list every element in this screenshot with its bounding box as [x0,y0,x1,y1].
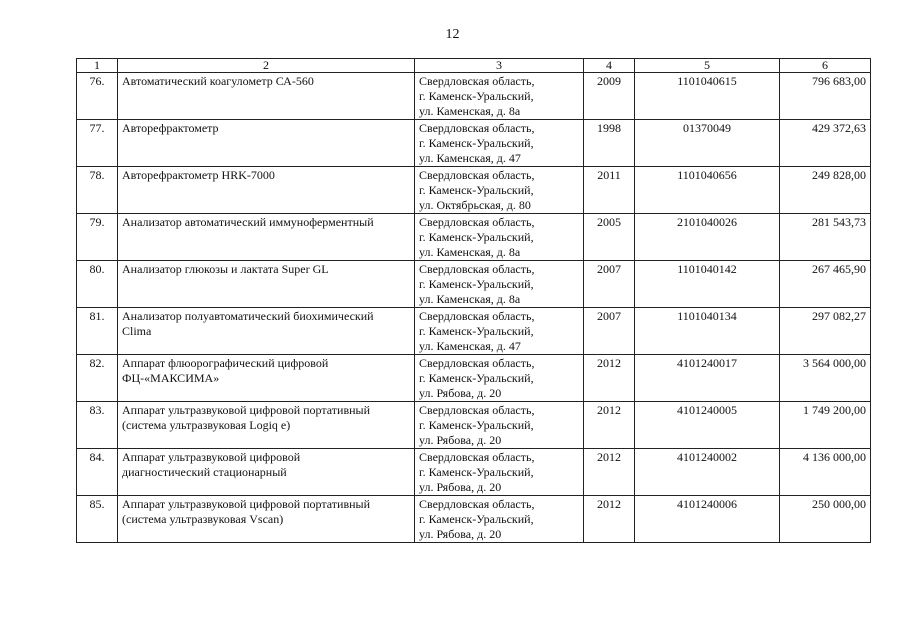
header-row [77,59,871,73]
cost-cell: 249 828,00 [780,167,871,214]
row-number-cell: 76. [77,73,118,120]
inventory-number-cell: 1101040615 [635,73,780,120]
address-cell [415,167,584,214]
equipment-name-line: диагностический стационарный [122,465,287,479]
address-line: ул. Октябрьская, д. 80 [419,198,531,212]
row-number-cell: 78. [77,167,118,214]
inventory-number-cell: 2101040026 [635,214,780,261]
address-line: г. Каменск-Уральский, [419,418,534,432]
year-cell: 2012 [584,449,635,496]
equipment-name-cell [118,214,415,261]
table-row [77,496,871,543]
year-cell: 2005 [584,214,635,261]
address-cell [415,308,584,355]
equipment-name-line: Авторефрактометр [122,121,219,135]
equipment-name-line: Аппарат ультразвуковой цифровой портативный [122,403,371,417]
address-line: ул. Каменская, д. 8а [419,292,521,306]
year-cell: 2009 [584,73,635,120]
year-cell: 2012 [584,355,635,402]
cost-cell: 429 372,63 [780,120,871,167]
table-header [77,59,871,73]
row-number-cell: 84. [77,449,118,496]
column-header-5: 5 [635,59,780,73]
address-cell [415,402,584,449]
table-row [77,402,871,449]
address-line: Свердловская область, [419,262,535,276]
address-line: ул. Каменская, д. 8а [419,104,521,118]
equipment-name-line: Анализатор автоматический иммуноферментный [122,215,374,229]
address-line: г. Каменск-Уральский, [419,230,534,244]
address-line: ул. Каменская, д. 8а [419,245,521,259]
equipment-name-cell [118,261,415,308]
inventory-number-cell: 4101240017 [635,355,780,402]
address-line: ул. Рябова, д. 20 [419,480,502,494]
equipment-name-line: Авторефрактометр HRK-7000 [122,168,275,182]
address-line: г. Каменск-Уральский, [419,183,534,197]
address-line: г. Каменск-Уральский, [419,324,534,338]
equipment-name-line: ФЦ-«МАКСИМА» [122,371,220,385]
address-cell [415,214,584,261]
table-row [77,167,871,214]
row-number-cell: 85. [77,496,118,543]
equipment-name-line: Автоматический коагулометр СА-560 [122,74,314,88]
inventory-number-cell: 4101240002 [635,449,780,496]
address-line: Свердловская область, [419,403,535,417]
address-line: Свердловская область, [419,309,535,323]
inventory-number-cell: 1101040134 [635,308,780,355]
equipment-name-line: Clima [122,324,152,338]
table-row [77,214,871,261]
year-cell: 1998 [584,120,635,167]
equipment-name-line: Аппарат ультразвуковой цифровой [122,450,301,464]
row-number-cell: 79. [77,214,118,261]
table-row [77,261,871,308]
cost-cell: 281 543,73 [780,214,871,261]
address-cell [415,261,584,308]
table-row [77,355,871,402]
year-cell: 2007 [584,308,635,355]
address-line: г. Каменск-Уральский, [419,371,534,385]
column-header-3: 3 [415,59,584,73]
address-cell [415,120,584,167]
equipment-name-cell [118,496,415,543]
inventory-number-cell: 4101240006 [635,496,780,543]
cost-cell: 250 000,00 [780,496,871,543]
address-line: ул. Каменская, д. 47 [419,339,521,353]
address-line: г. Каменск-Уральский, [419,465,534,479]
equipment-name-cell [118,449,415,496]
address-line: г. Каменск-Уральский, [419,89,534,103]
equipment-name-line: Аппарат ультразвуковой цифровой портативный [122,497,371,511]
address-line: Свердловская область, [419,356,535,370]
column-header-6: 6 [780,59,871,73]
address-line: г. Каменск-Уральский, [419,136,534,150]
address-line: г. Каменск-Уральский, [419,512,534,526]
equipment-name-line: Анализатор глюкозы и лактата Super GL [122,262,329,276]
equipment-name-line: Анализатор полуавтоматический биохимический [122,309,374,323]
address-line: ул. Рябова, д. 20 [419,386,502,400]
address-line: ул. Рябова, д. 20 [419,527,502,541]
address-line: Свердловская область, [419,74,535,88]
inventory-number-cell: 01370049 [635,120,780,167]
address-line: ул. Рябова, д. 20 [419,433,502,447]
cost-cell: 796 683,00 [780,73,871,120]
table-body [77,73,871,543]
equipment-name-cell [118,73,415,120]
equipment-name-cell [118,402,415,449]
equipment-name-cell [118,167,415,214]
cost-cell: 3 564 000,00 [780,355,871,402]
row-number-cell: 81. [77,308,118,355]
table-row [77,308,871,355]
table-row [77,73,871,120]
address-line: Свердловская область, [419,450,535,464]
equipment-name-line: (система ультразвуковая Logiq e) [122,418,291,432]
column-header-1: 1 [77,59,118,73]
address-line: Свердловская область, [419,121,535,135]
year-cell: 2011 [584,167,635,214]
inventory-number-cell: 1101040656 [635,167,780,214]
equipment-name-line: (система ультразвуковая Vscan) [122,512,284,526]
equipment-name-cell [118,355,415,402]
row-number-cell: 77. [77,120,118,167]
row-number-cell: 82. [77,355,118,402]
equipment-name-line: Аппарат флюорографический цифровой [122,356,329,370]
table-row [77,449,871,496]
address-cell [415,355,584,402]
equipment-name-cell [118,120,415,167]
column-header-2: 2 [118,59,415,73]
address-line: Свердловская область, [419,168,535,182]
year-cell: 2012 [584,402,635,449]
cost-cell: 267 465,90 [780,261,871,308]
equipment-table [76,58,871,543]
address-cell [415,496,584,543]
address-line: Свердловская область, [419,497,535,511]
row-number-cell: 83. [77,402,118,449]
inventory-number-cell: 1101040142 [635,261,780,308]
cost-cell: 1 749 200,00 [780,402,871,449]
address-cell [415,449,584,496]
cost-cell: 4 136 000,00 [780,449,871,496]
row-number-cell: 80. [77,261,118,308]
address-line: ул. Каменская, д. 47 [419,151,521,165]
year-cell: 2007 [584,261,635,308]
table-row [77,120,871,167]
inventory-number-cell: 4101240005 [635,402,780,449]
page-number: 12 [445,27,460,42]
address-line: Свердловская область, [419,215,535,229]
cost-cell: 297 082,27 [780,308,871,355]
equipment-name-cell [118,308,415,355]
address-cell [415,73,584,120]
address-line: г. Каменск-Уральский, [419,277,534,291]
year-cell: 2012 [584,496,635,543]
column-header-4: 4 [584,59,635,73]
